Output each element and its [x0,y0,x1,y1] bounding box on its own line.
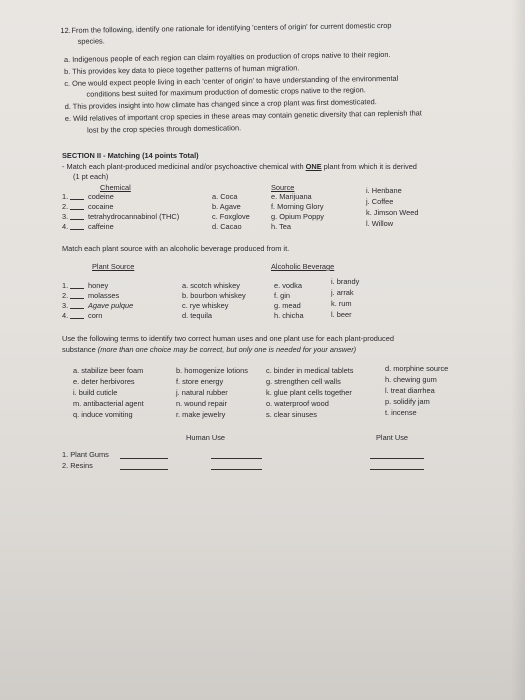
source-option: j. Coffee [366,197,394,206]
answer-blank[interactable] [70,219,84,220]
item-number: 2. [62,291,69,300]
head-human-use: Human Use [186,433,226,442]
col-head-beverage: Alcoholic Beverage [271,262,335,271]
answer-blank[interactable] [370,469,424,470]
term-option: m. antibacterial agent [73,399,144,408]
question-stem-cont: species. [77,36,105,46]
source-option: b. Agave [212,202,241,211]
row-label: 2. Resins [62,461,93,470]
chemical-name: codeine [88,192,114,201]
term-option: o. waterproof wood [266,399,329,408]
beverage-option: f. gin [274,291,291,300]
page-edge-shadow [511,0,525,700]
term-option: f. store energy [176,377,224,386]
part2-instruction: Match each plant source with an alcoholic beverage produced from it. [62,244,290,253]
term-option: a. stabilize beer foam [73,366,144,375]
answer-blank[interactable] [70,308,84,309]
term-option: c. binder in medical tablets [266,366,354,375]
instruction-note: (more than one choice may be correct, but only one is needed for your answer) [97,345,357,354]
term-option: k. glue plant cells together [266,388,352,397]
beverage-option: i. brandy [331,277,360,286]
answer-blank[interactable] [370,458,424,459]
item-number: 2. [62,202,69,211]
item-number: 3. [62,301,69,310]
beverage-option: c. rye whiskey [182,301,229,310]
chemical-name: cocaine [88,202,114,211]
answer-blank[interactable] [211,458,262,459]
option-b[interactable]: b. This provides key data to piece together patterns of human migration. [64,63,300,77]
term-option: r. make jewelry [176,410,226,419]
col-head-source: Source [271,183,295,192]
instruction-emphasis: ONE [305,162,322,171]
col-head-plant-source: Plant Source [92,262,135,271]
instruction-text: substance [62,345,98,354]
term-option: e. deter herbivores [73,377,135,386]
part3-instruction-cont [62,345,356,354]
item-number: 4. [62,311,69,320]
source-option: k. Jimson Weed [366,208,419,217]
item-number: 3. [62,212,69,221]
instruction-text: - Match each plant-produced medicinal and/or psychoactive chemical with [62,162,306,171]
answer-blank[interactable] [70,209,84,210]
term-option: t. incense [385,408,417,417]
term-option: i. build cuticle [73,388,118,397]
part3-instruction: Use the following terms to identify two correct human uses and one plant use for each plant-produced [62,334,394,343]
section-title: SECTION II - Matching (14 points Total) [62,151,199,160]
chemical-name: tetrahydrocannabinol (THC) [88,212,180,221]
question-stem: From the following, identify one rationale for identifying 'centers of origin' for current domestic crop [71,20,392,35]
section-instruction [62,162,417,171]
option-d[interactable]: d. This provides insight into how climate has changed since a crop plant was first domesticated. [64,97,377,111]
beverage-option: g. mead [274,301,301,310]
points-note: (1 pt each) [73,172,109,181]
option-c-cont[interactable]: conditions best suited for maximum production of domestic crops native to the region. [86,85,366,99]
beverage-option: d. tequila [182,311,212,320]
source-option: f. Morning Glory [271,202,324,211]
source-option: e. Marijuana [271,192,312,201]
term-option: n. wound repair [176,399,227,408]
source-option: c. Foxglove [212,212,250,221]
answer-blank[interactable] [120,469,168,470]
term-option: h. chewing gum [385,375,437,384]
source-option: i. Henbane [366,186,402,195]
option-e[interactable]: e. Wild relatives of important crop species in these areas may contain genetic diversity that can replenish that [64,108,422,123]
row-label: 1. Plant Gums [62,450,109,459]
source-option: g. Opium Poppy [271,212,324,221]
source-option: a. Coca [212,192,238,201]
beverage-option: b. bourbon whiskey [182,291,246,300]
item-number: 1. [62,192,69,201]
answer-blank[interactable] [70,318,84,319]
plant-source-name: honey [88,281,109,290]
item-number: 1. [62,281,69,290]
answer-blank[interactable] [211,469,262,470]
term-option: b. homogenize lotions [176,366,248,375]
beverage-option: k. rum [331,299,352,308]
beverage-option: l. beer [331,310,352,319]
beverage-option: e. vodka [274,281,302,290]
plant-source-name: corn [88,311,103,320]
head-plant-use: Plant Use [376,433,409,442]
answer-blank[interactable] [70,229,84,230]
term-option: j. natural rubber [176,388,228,397]
term-option: g. strengthen cell walls [266,377,341,386]
beverage-option: a. scotch whiskey [182,281,240,290]
term-option: d. morphine source [385,364,449,373]
chemical-name: caffeine [88,222,114,231]
answer-blank[interactable] [120,458,168,459]
answer-blank[interactable] [70,288,84,289]
term-option: s. clear sinuses [266,410,317,419]
source-option: d. Cacao [212,222,242,231]
beverage-option: j. arrak [331,288,354,297]
col-head-chemical: Chemical [100,183,131,192]
plant-source-name: molasses [88,291,120,300]
plant-source-name: Agave pulque [88,301,134,310]
term-option: p. solidify jam [385,397,430,406]
item-number: 4. [62,222,69,231]
term-option: q. induce vomiting [73,410,133,419]
source-option: h. Tea [271,222,291,231]
term-option: l. treat diarrhea [385,386,435,395]
answer-blank[interactable] [70,298,84,299]
option-a[interactable]: a. Indigenous people of each region can claim royalties on production of crops native to their region. [63,49,391,65]
option-e-cont[interactable]: lost by the crop species through domestication. [86,123,242,135]
question-number: 12. [60,25,71,36]
answer-blank[interactable] [70,199,84,200]
question-12 [0,0,525,160]
option-c[interactable]: c. One would expect people living in each 'center of origin' to have understanding of the environmental [64,73,399,88]
beverage-option: h. chicha [274,311,304,320]
instruction-text-end: plant from which it is derived [321,162,417,171]
source-option: l. Willow [366,219,394,228]
